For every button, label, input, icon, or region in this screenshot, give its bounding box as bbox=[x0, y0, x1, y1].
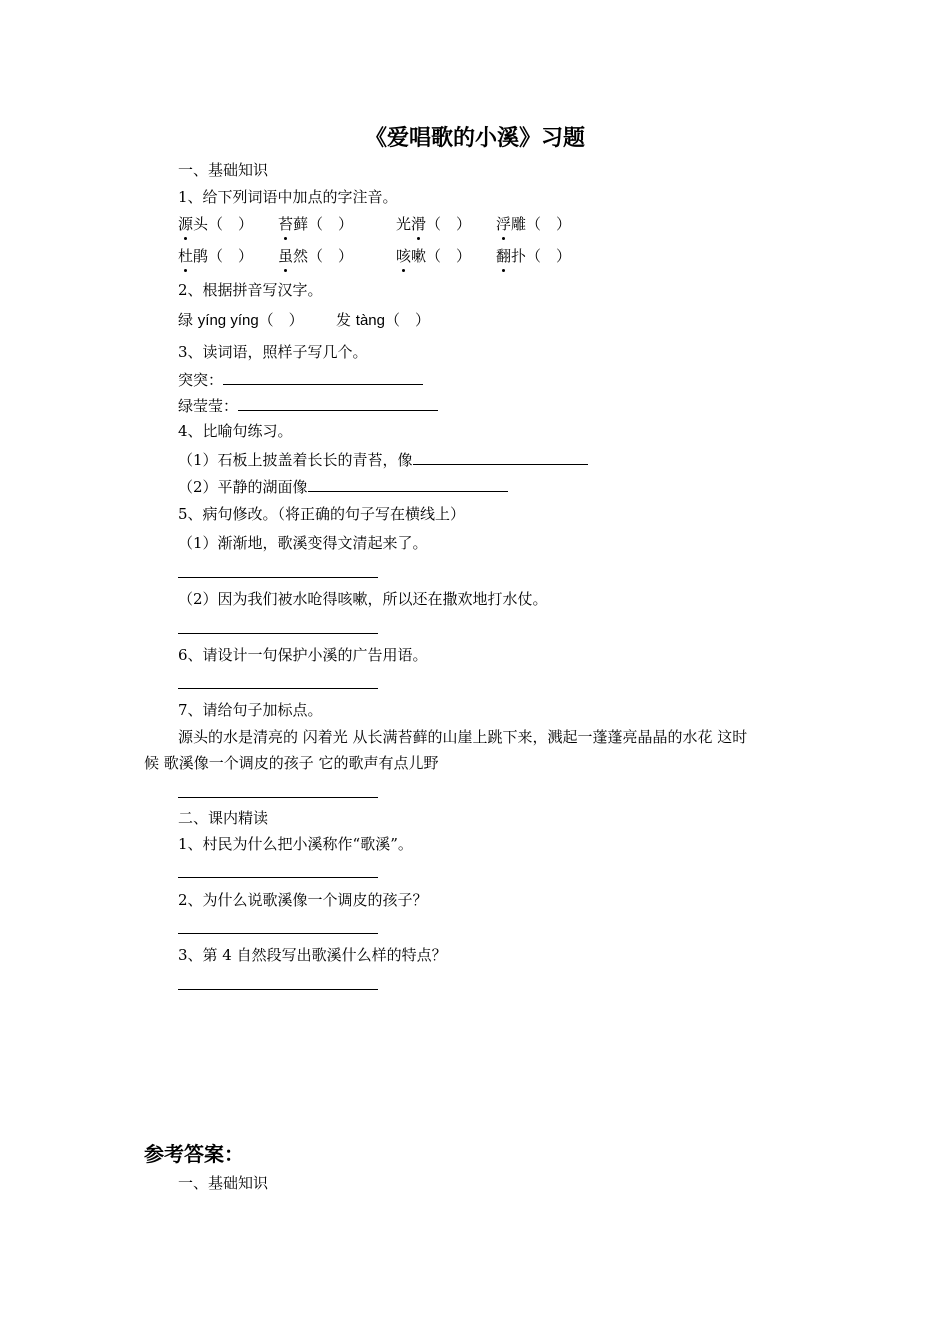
q3-prompt: 3、读词语，照样子写几个。 bbox=[178, 343, 368, 361]
pinyin-item bbox=[178, 310, 304, 331]
answer-paren: （ ） bbox=[208, 247, 254, 265]
dotted-char: 杜 bbox=[178, 247, 194, 265]
q5-sentence-1: （1）渐渐地，歌溪变得文清起来了。 bbox=[178, 534, 428, 552]
q7-text-line-2: 候 歌溪像一个调皮的孩子 它的歌声有点儿野 bbox=[144, 754, 439, 772]
answer-paren: （ ） bbox=[208, 215, 254, 233]
answer-line[interactable] bbox=[178, 877, 378, 878]
pinyin-text: yíng yíng bbox=[197, 312, 259, 329]
dotted-char: 虽 bbox=[278, 247, 294, 265]
answer-paren: （ ） bbox=[526, 215, 572, 233]
answer-line[interactable] bbox=[178, 688, 378, 689]
answers-heading: 一、基础知识 bbox=[178, 1174, 269, 1192]
word-rest: 头 bbox=[193, 215, 209, 233]
word-rest: 鹃 bbox=[193, 247, 209, 265]
answer-line[interactable] bbox=[178, 989, 378, 990]
word-rest: 嗽 bbox=[411, 247, 427, 265]
pinyin-text: tàng bbox=[355, 312, 385, 329]
s2-q1: 1、村民为什么把小溪称作“歌溪”。 bbox=[178, 835, 413, 853]
page-title: 《爱唱歌的小溪》习题 bbox=[364, 125, 585, 151]
word-item bbox=[278, 214, 353, 234]
sentence-text: （2）平静的湖面像 bbox=[178, 478, 308, 496]
answer-line[interactable] bbox=[178, 577, 378, 578]
answer-line[interactable] bbox=[178, 797, 378, 798]
word-rest: 雕 bbox=[511, 215, 527, 233]
word-item bbox=[496, 246, 571, 266]
q5-sentence-2: （2）因为我们被水呛得咳嗽，所以还在撒欢地打水仗。 bbox=[178, 590, 548, 608]
dotted-char: 咳 bbox=[396, 247, 412, 265]
s2-q2: 2、为什么说歌溪像一个调皮的孩子？ bbox=[178, 891, 428, 909]
q4-prompt: 4、比喻句练习。 bbox=[178, 422, 293, 440]
answer-paren: （ ） bbox=[258, 311, 304, 329]
answer-blank[interactable] bbox=[308, 476, 508, 492]
q6-prompt: 6、请设计一句保护小溪的广告用语。 bbox=[178, 646, 428, 664]
answer-blank[interactable] bbox=[238, 395, 438, 411]
section1-heading: 一、基础知识 bbox=[178, 161, 269, 179]
word-item bbox=[396, 214, 471, 234]
q7-prompt: 7、请给句子加标点。 bbox=[178, 701, 323, 719]
q3-example-2 bbox=[178, 395, 438, 416]
example-label: 突突： bbox=[178, 371, 224, 389]
answer-paren: （ ） bbox=[426, 247, 472, 265]
answer-line[interactable] bbox=[178, 933, 378, 934]
pinyin-prefix: 绿 bbox=[178, 311, 194, 329]
q4-sentence-1 bbox=[178, 449, 588, 470]
word-rest: 藓 bbox=[293, 215, 309, 233]
q7-text-line-1: 源头的水是清亮的 闪着光 从长满苔藓的山崖上跳下来，溅起一蓬蓬亮晶晶的水花 这时 bbox=[178, 728, 748, 746]
dotted-char: 苔 bbox=[278, 215, 294, 233]
q3-example-1 bbox=[178, 369, 423, 390]
word-prefix: 光 bbox=[396, 215, 412, 233]
word-item bbox=[278, 246, 353, 266]
example-label: 绿莹莹： bbox=[178, 397, 239, 415]
answer-blank[interactable] bbox=[413, 449, 588, 465]
word-item bbox=[496, 214, 571, 234]
pinyin-prefix: 发 bbox=[336, 311, 352, 329]
s2-q3: 3、第 4 自然段写出歌溪什么样的特点？ bbox=[178, 946, 447, 964]
word-item bbox=[396, 246, 471, 266]
answer-paren: （ ） bbox=[426, 215, 472, 233]
dotted-char: 滑 bbox=[411, 215, 427, 233]
dotted-char: 源 bbox=[178, 215, 194, 233]
dotted-char: 翻 bbox=[496, 247, 512, 265]
answer-paren: （ ） bbox=[308, 215, 354, 233]
answer-line[interactable] bbox=[178, 633, 378, 634]
word-item bbox=[178, 214, 253, 234]
q1-prompt: 1、给下列词语中加点的字注音。 bbox=[178, 188, 398, 206]
answer-paren: （ ） bbox=[526, 247, 572, 265]
answer-paren: （ ） bbox=[308, 247, 354, 265]
q4-sentence-2 bbox=[178, 476, 508, 497]
word-rest: 然 bbox=[293, 247, 309, 265]
q2-prompt: 2、根据拼音写汉字。 bbox=[178, 281, 323, 299]
section2-heading: 二、课内精读 bbox=[178, 809, 269, 827]
answer-blank[interactable] bbox=[223, 369, 423, 385]
answer-paren: （ ） bbox=[385, 311, 431, 329]
pinyin-item bbox=[336, 310, 430, 331]
q5-prompt: 5、病句修改。（将正确的句子写在横线上） bbox=[178, 505, 466, 523]
word-item bbox=[178, 246, 253, 266]
word-rest: 扑 bbox=[511, 247, 527, 265]
dotted-char: 浮 bbox=[496, 215, 512, 233]
sentence-text: （1）石板上披盖着长长的青苔，像 bbox=[178, 451, 413, 469]
answers-title: 参考答案： bbox=[144, 1142, 244, 1166]
